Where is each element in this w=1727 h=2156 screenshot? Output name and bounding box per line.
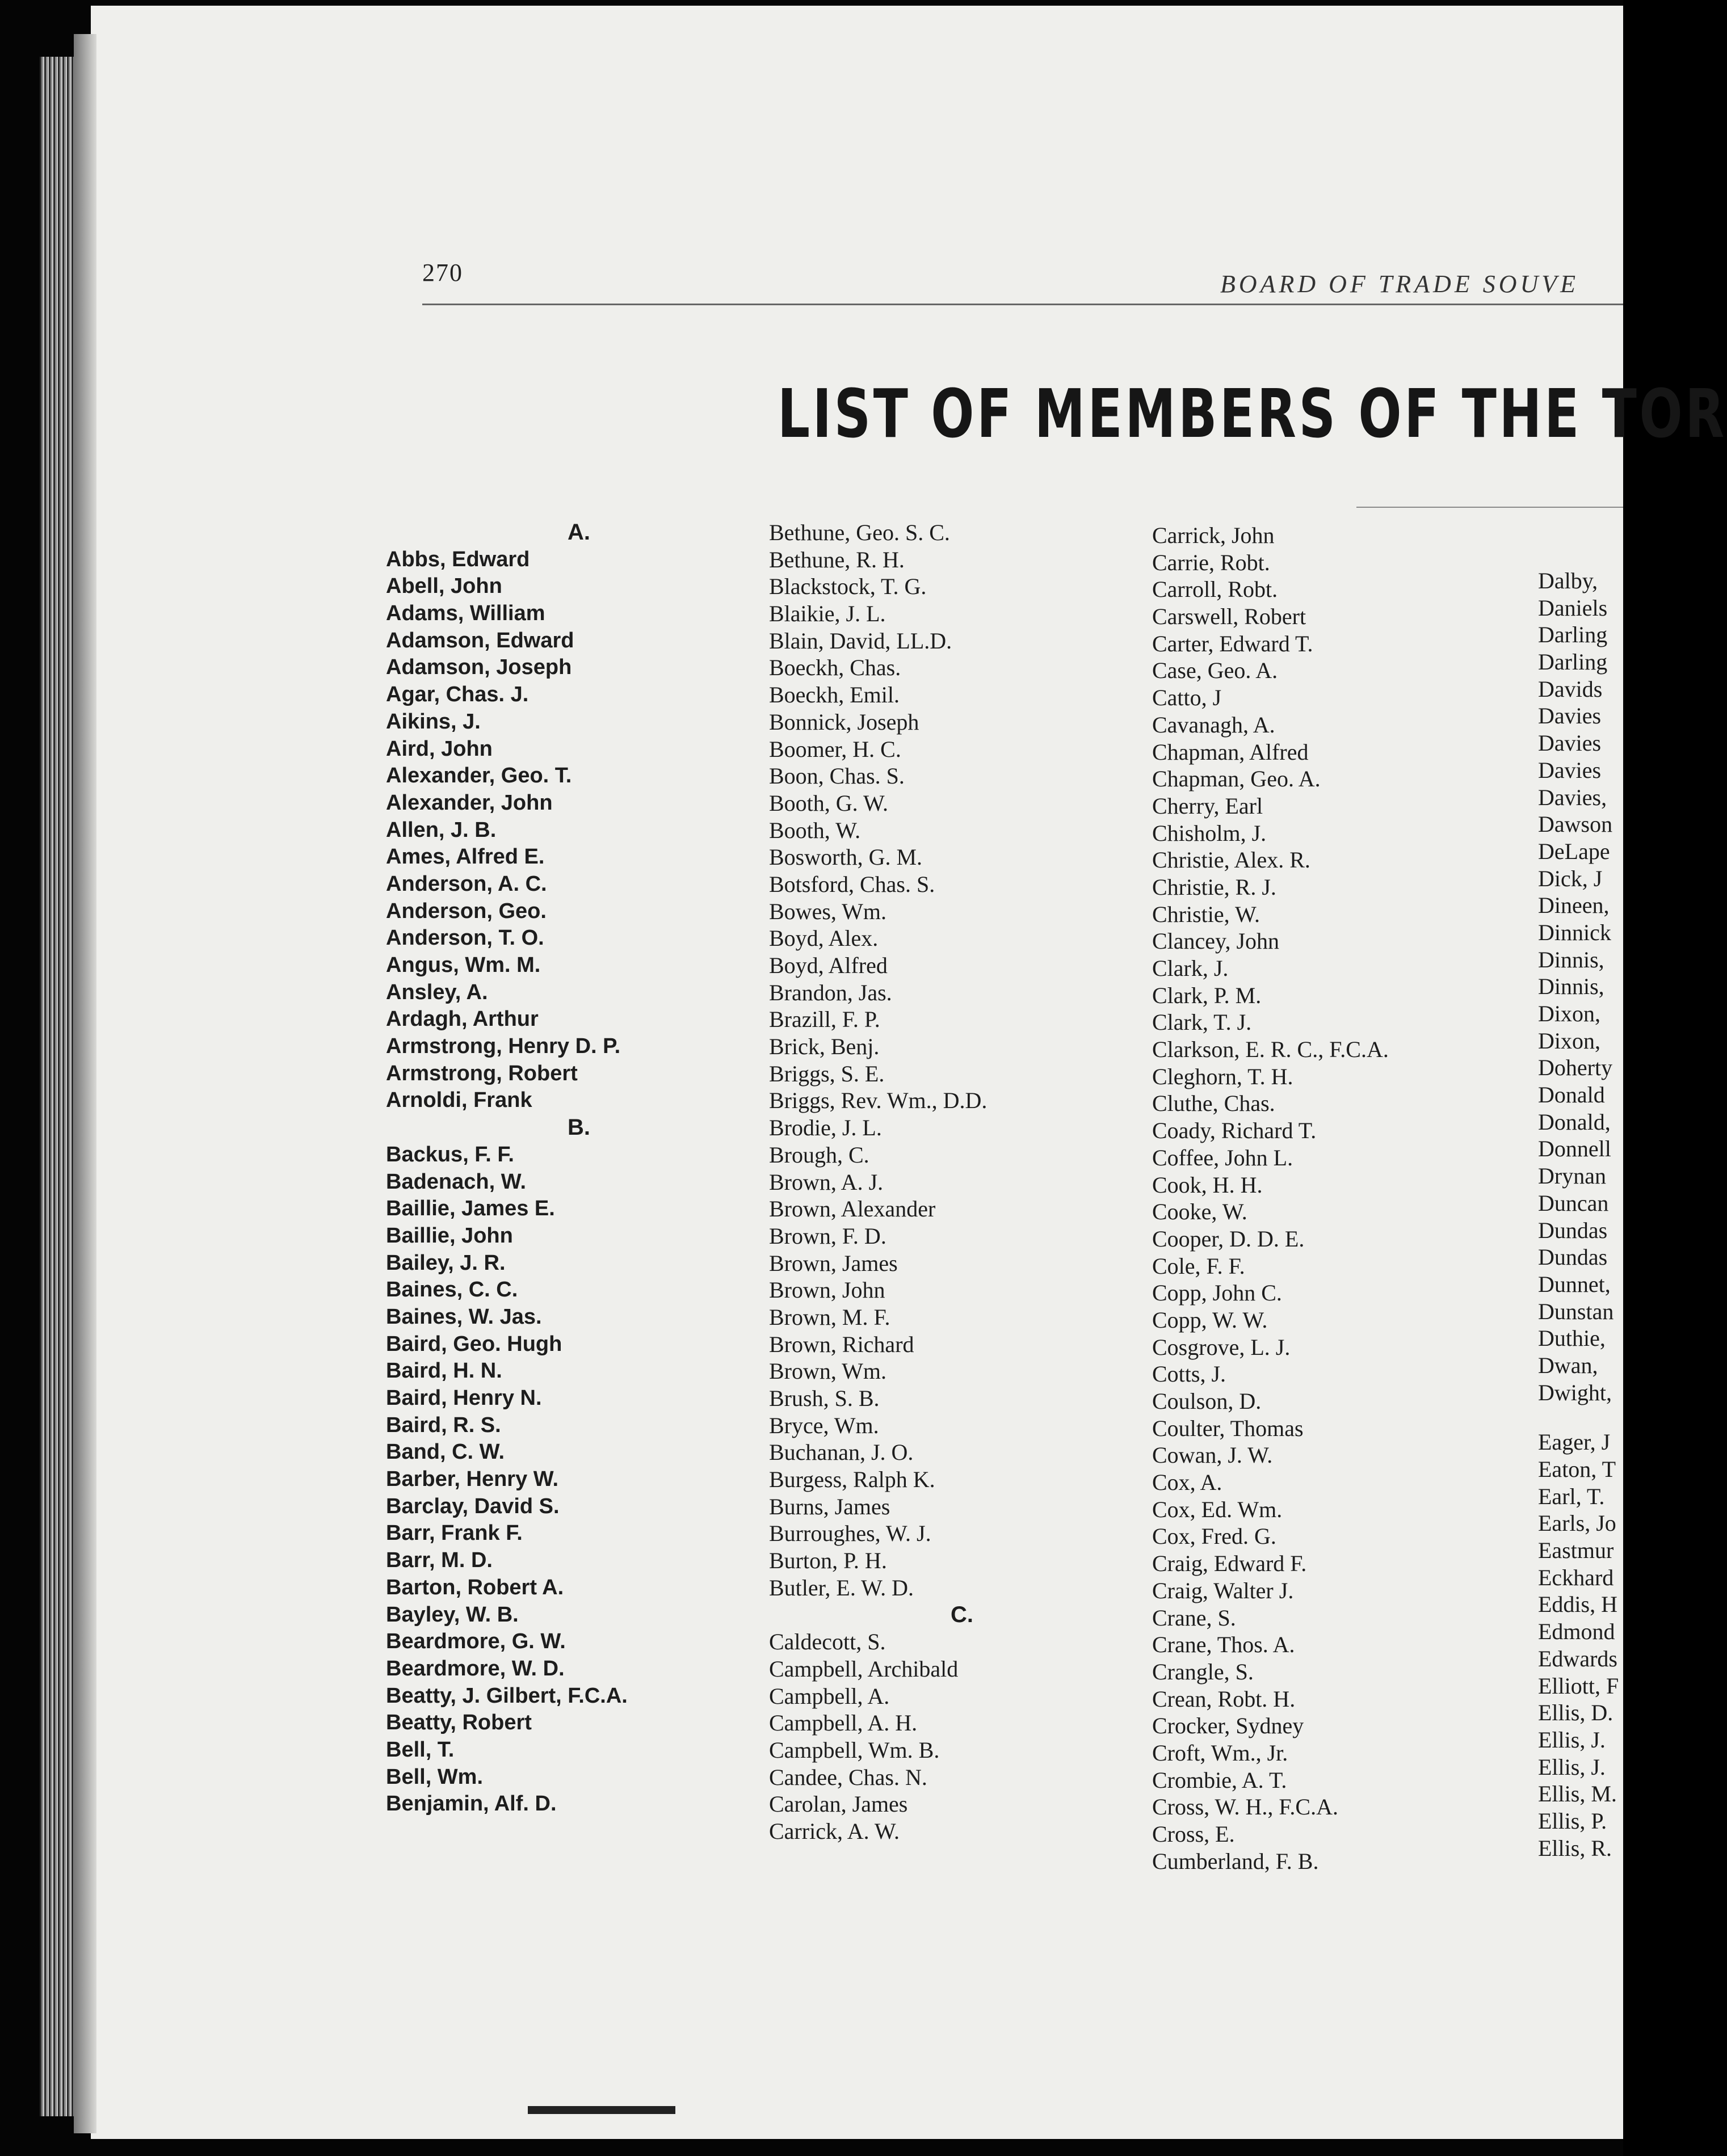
member-name: Cowan, J. W. [1152, 1442, 1273, 1468]
member-column-3 [1152, 522, 1538, 1875]
member-column-4 [1538, 567, 1623, 1862]
member-name: Baird, R. S. [386, 1413, 501, 1437]
member-name: Bell, T. [386, 1737, 455, 1762]
member-name: Backus, F. F. [386, 1142, 514, 1167]
section-letter: B. [568, 1115, 590, 1140]
member-name: Booth, W. [769, 817, 861, 843]
member-name: Carroll, Robt. [1152, 576, 1278, 603]
member-name: Crane, Thos. A. [1152, 1632, 1295, 1658]
member-name: Coffee, John L. [1152, 1144, 1293, 1170]
member-name: Candee, Chas. N. [769, 1764, 927, 1790]
member-name: Barclay, David S. [386, 1494, 560, 1518]
member-name: Drynan [1538, 1163, 1606, 1189]
member-name: Barber, Henry W. [386, 1467, 559, 1492]
member-name: Ellis, R. [1538, 1835, 1612, 1861]
member-name: Crane, S. [1152, 1605, 1236, 1631]
member-name: Armstrong, Robert [386, 1061, 578, 1085]
member-name: Dinnick [1538, 919, 1611, 945]
member-name: Edwards [1538, 1645, 1617, 1671]
member-name: Allen, J. B. [386, 818, 497, 842]
member-name: Cherry, Earl [1152, 793, 1263, 819]
member-name: Copp, John C. [1152, 1280, 1282, 1306]
member-name: Barr, M. D. [386, 1548, 493, 1573]
member-name: Brick, Benj. [769, 1034, 880, 1060]
member-name: Cooper, D. D. E. [1152, 1226, 1305, 1252]
member-name: Baines, W. Jas. [386, 1304, 542, 1329]
member-name: Brodie, J. L. [769, 1115, 882, 1141]
member-name: Abbs, Edward [386, 547, 530, 571]
member-name: Carrie, Robt. [1152, 549, 1270, 575]
member-name: Briggs, S. E. [769, 1060, 885, 1087]
member-name: Campbell, Wm. B. [769, 1737, 940, 1763]
member-name: Ardagh, Arthur [386, 1007, 539, 1031]
member-name: Campbell, Archibald [769, 1656, 959, 1682]
member-name: Davies, [1538, 784, 1607, 810]
member-name: Bosworth, G. M. [769, 844, 923, 870]
member-name: Anderson, A. C. [386, 871, 547, 896]
member-name: Clark, J. [1152, 955, 1229, 981]
member-name: Cumberland, F. B. [1152, 1848, 1319, 1874]
member-name: Chapman, Geo. A. [1152, 766, 1321, 792]
member-name: Beardmore, W. D. [386, 1656, 565, 1681]
member-name: Boomer, H. C. [769, 736, 901, 762]
member-name: Baillie, John [386, 1223, 513, 1248]
member-name: Carrick, John [1152, 523, 1275, 548]
member-name: Eaton, T [1538, 1456, 1616, 1482]
member-name: Baird, Henry N. [386, 1386, 542, 1410]
member-name: Beardmore, G. W. [386, 1629, 566, 1654]
member-name: Boeckh, Emil. [769, 682, 900, 708]
member-name: Earl, T. [1538, 1483, 1605, 1509]
member-name: Beatty, J. Gilbert, F.C.A. [386, 1683, 628, 1708]
member-name: Alexander, John [386, 790, 553, 815]
member-name: Donnell [1538, 1136, 1611, 1162]
member-name: Case, Geo. A. [1152, 658, 1278, 684]
section-letter: A. [568, 520, 590, 545]
member-name: Dinnis, [1538, 946, 1604, 972]
member-name: Eddis, H [1538, 1591, 1617, 1618]
member-name: Crombie, A. T. [1152, 1767, 1287, 1793]
member-name: Duthie, [1538, 1325, 1606, 1351]
member-name: Cosgrove, L. J. [1152, 1334, 1291, 1360]
member-name: Ellis, D. [1538, 1700, 1613, 1726]
section-letter: C. [951, 1602, 973, 1627]
member-name: Brown, John [769, 1277, 885, 1303]
member-name: Bailey, J. R. [386, 1250, 506, 1275]
member-name: Cleghorn, T. H. [1152, 1063, 1293, 1089]
member-name: Baines, C. C. [386, 1278, 518, 1302]
member-name: Bowes, Wm. [769, 898, 887, 924]
member-name: Bryce, Wm. [769, 1412, 879, 1438]
member-name: Eager, J [1538, 1429, 1611, 1455]
member-name: Christie, R. J. [1152, 874, 1276, 900]
member-name: Boyd, Alfred [769, 953, 888, 978]
member-name: Duncan [1538, 1190, 1609, 1216]
member-name: Aird, John [386, 736, 493, 761]
member-name: Brown, Wm. [769, 1358, 887, 1384]
member-name: Buchanan, J. O. [769, 1439, 914, 1466]
member-name: Benjamin, Alf. D. [386, 1792, 557, 1816]
member-name: Carrick, A. W. [769, 1818, 900, 1844]
member-name: Blaikie, J. L. [769, 601, 886, 627]
running-header: BOARD OF TRADE SOUVE [1220, 270, 1579, 298]
member-name: Ellis, M. [1538, 1781, 1617, 1807]
header-rule [422, 304, 1623, 305]
member-name: Dixon, [1538, 1001, 1600, 1026]
member-name: Craig, Walter J. [1152, 1577, 1294, 1603]
member-name: Burton, P. H. [769, 1548, 887, 1574]
member-name: Doherty [1538, 1055, 1613, 1081]
member-name: Christie, Alex. R. [1152, 847, 1310, 873]
member-name: Clark, T. J. [1152, 1009, 1252, 1035]
member-name: Cooke, W. [1152, 1199, 1247, 1225]
member-name: Crocker, Sydney [1152, 1713, 1304, 1739]
member-name: Clarkson, E. R. C., F.C.A. [1152, 1037, 1389, 1063]
bottom-ink-mark [528, 2106, 675, 2114]
member-name: Dalby, [1538, 568, 1598, 593]
member-name: Blackstock, T. G. [769, 574, 927, 600]
member-name: Catto, J [1152, 685, 1222, 711]
member-column-1 [386, 519, 772, 1818]
member-name: Davies [1538, 730, 1602, 756]
page-title: LIST OF MEMBERS OF THE TOR [778, 374, 1727, 453]
member-name: Dawson [1538, 811, 1613, 837]
member-name: Chisholm, J. [1152, 820, 1267, 846]
member-name: Dunstan [1538, 1298, 1614, 1324]
member-name: Dick, J [1538, 865, 1603, 891]
member-name: Daniels [1538, 595, 1608, 621]
title-rule [1356, 507, 1623, 508]
member-name: Cole, F. F. [1152, 1253, 1245, 1279]
member-name: Boyd, Alex. [769, 925, 879, 951]
member-name: Dunnet, [1538, 1271, 1611, 1297]
member-name: Angus, Wm. M. [386, 953, 541, 977]
member-name: Dwight, [1538, 1379, 1612, 1405]
member-name: Armstrong, Henry D. P. [386, 1034, 621, 1059]
member-name: Cross, W. H., F.C.A. [1152, 1794, 1338, 1820]
member-name: Clark, P. M. [1152, 982, 1262, 1008]
member-name: Edmond [1538, 1619, 1615, 1645]
member-name: Darling [1538, 622, 1608, 648]
member-name: Coulson, D. [1152, 1388, 1262, 1414]
member-name: Beatty, Robert [386, 1711, 532, 1735]
member-name: Davies [1538, 703, 1602, 729]
member-name: Davies [1538, 757, 1602, 783]
member-name: Donald [1538, 1082, 1605, 1108]
member-name: Brown, A. J. [769, 1169, 884, 1195]
member-name: Baillie, James E. [386, 1197, 555, 1221]
member-name: Botsford, Chas. S. [769, 871, 935, 897]
member-name: Cox, Ed. Wm. [1152, 1496, 1283, 1522]
member-name: Ansley, A. [386, 980, 488, 1004]
member-name: Booth, G. W. [769, 790, 889, 816]
member-name: Arnoldi, Frank [386, 1088, 532, 1113]
member-name: Baird, H. N. [386, 1359, 502, 1383]
member-name: Carter, Edward T. [1152, 630, 1313, 656]
member-name: Blain, David, LL.D. [769, 628, 952, 654]
member-name: Eastmur [1538, 1538, 1614, 1564]
member-name: Croft, Wm., Jr. [1152, 1740, 1288, 1766]
member-name: Cavanagh, A. [1152, 711, 1275, 738]
member-name: Briggs, Rev. Wm., D.D. [769, 1088, 988, 1114]
member-name: Baird, Geo. Hugh [386, 1332, 562, 1356]
member-name: Carolan, James [769, 1791, 908, 1817]
member-name: Brown, James [769, 1250, 898, 1276]
member-name: Barton, Robert A. [386, 1575, 564, 1599]
section-spacer [1538, 1406, 1623, 1429]
member-name: Dwan, [1538, 1352, 1598, 1378]
member-name: Ellis, J. [1538, 1727, 1606, 1753]
member-name: Christie, W. [1152, 901, 1260, 927]
member-name: Bonnick, Joseph [769, 709, 919, 735]
member-name: Butler, E. W. D. [769, 1574, 914, 1601]
member-name: Ames, Alfred E. [386, 845, 545, 869]
member-name: Cox, A. [1152, 1469, 1222, 1496]
member-name: Adamson, Edward [386, 628, 574, 652]
member-name: Darling [1538, 649, 1608, 675]
member-name: Adams, William [386, 601, 545, 626]
page-number: 270 [422, 259, 463, 287]
member-name: Brazill, F. P. [769, 1007, 880, 1033]
member-name: Cluthe, Chas. [1152, 1090, 1275, 1117]
member-name: Coulter, Thomas [1152, 1415, 1304, 1441]
member-name: Barr, Frank F. [386, 1521, 523, 1546]
member-name: Abell, John [386, 574, 502, 599]
member-name: Brown, Alexander [769, 1196, 936, 1222]
member-name: Donald, [1538, 1109, 1611, 1135]
member-name: Band, C. W. [386, 1440, 505, 1464]
member-name: Campbell, A. [769, 1683, 890, 1709]
member-name: DeLape [1538, 838, 1610, 864]
member-name: Chapman, Alfred [1152, 739, 1309, 765]
member-name: Caldecott, S. [769, 1629, 886, 1655]
member-name: Brown, M. F. [769, 1304, 890, 1330]
member-name: Eckhard [1538, 1564, 1614, 1590]
member-name: Boeckh, Chas. [769, 655, 901, 681]
member-name: Craig, Edward F. [1152, 1551, 1307, 1577]
member-name: Ellis, P. [1538, 1808, 1607, 1834]
member-name: Bethune, R. H. [769, 546, 905, 572]
member-name: Dundas [1538, 1244, 1608, 1270]
member-name: Anderson, T. O. [386, 926, 544, 950]
member-name: Cotts, J. [1152, 1361, 1226, 1387]
member-name: Cox, Fred. G. [1152, 1523, 1276, 1549]
member-name: Cook, H. H. [1152, 1172, 1263, 1198]
member-name: Burgess, Ralph K. [769, 1467, 935, 1493]
member-name: Alexander, Geo. T. [386, 764, 572, 788]
member-name: Coady, Richard T. [1152, 1118, 1317, 1144]
member-name: Campbell, A. H. [769, 1710, 918, 1736]
member-name: Agar, Chas. J. [386, 683, 529, 707]
member-name: Cross, E. [1152, 1821, 1235, 1847]
member-name: Brown, F. D. [769, 1223, 886, 1249]
member-name: Clancey, John [1152, 928, 1280, 954]
member-name: Copp, W. W. [1152, 1307, 1268, 1333]
member-name: Bell, Wm. [386, 1765, 484, 1789]
member-name: Crangle, S. [1152, 1658, 1254, 1685]
member-column-2 [769, 519, 1155, 1845]
member-name: Dundas [1538, 1217, 1608, 1243]
page-gutter-shadow [74, 34, 96, 2133]
member-name: Bethune, Geo. S. C. [769, 520, 950, 545]
member-name: Crean, Robt. H. [1152, 1686, 1296, 1712]
member-name: Brough, C. [769, 1142, 869, 1168]
member-name: Elliott, F [1538, 1673, 1619, 1699]
member-name: Carswell, Robert [1152, 604, 1306, 630]
member-name: Boon, Chas. S. [769, 763, 905, 789]
member-name: Badenach, W. [386, 1169, 527, 1194]
member-name: Earls, Jo [1538, 1510, 1616, 1536]
member-name: Davids [1538, 676, 1603, 702]
member-name: Brush, S. B. [769, 1386, 880, 1411]
member-name: Burns, James [769, 1493, 890, 1519]
member-name: Bayley, W. B. [386, 1602, 519, 1627]
member-name: Dixon, [1538, 1028, 1600, 1054]
member-name: Burroughes, W. J. [769, 1521, 931, 1547]
member-name: Ellis, J. [1538, 1754, 1606, 1780]
member-name: Anderson, Geo. [386, 899, 547, 923]
member-name: Brown, Richard [769, 1331, 914, 1357]
member-name: Dineen, [1538, 892, 1610, 919]
member-name: Dinnis, [1538, 974, 1604, 1000]
member-name: Adamson, Joseph [386, 655, 572, 680]
member-name: Aikins, J. [386, 709, 481, 734]
member-name: Brandon, Jas. [769, 979, 892, 1005]
